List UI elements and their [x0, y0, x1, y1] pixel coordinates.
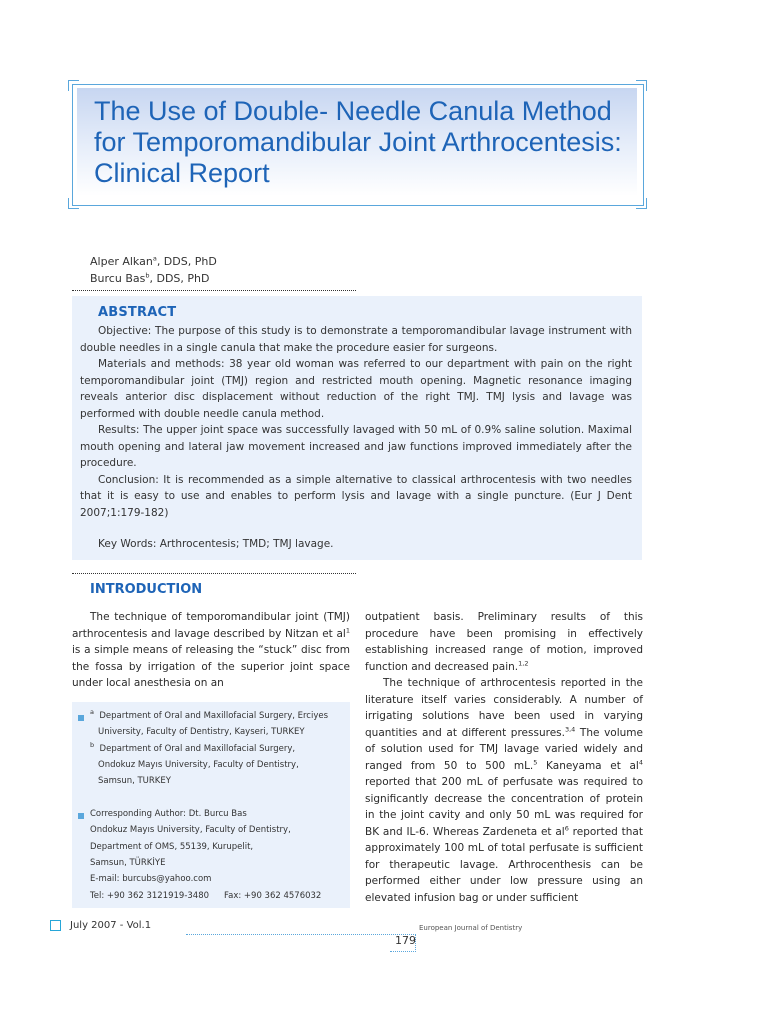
intro-paragraph: outpatient basis. Preliminary results of this procedure have been promising in effectively establishing increased range of motion, improved function and decreased pain.$^{1,2}$	[365, 611, 643, 673]
intro-paragraph: The technique of arthrocentesis reported in the literature itself varies considerably. A number of irrigating solutions have been used in varying quantities and at different pressures.$^{3,4}$ The volume of solution used for TMJ lavage varied widely and ranged from 50 to 500 mL.$^5$ Kaneyama et $al^4$ reported that 200 mL of perfusate was required to significantly decrease the concentration of protein in the joint cavity and only 50 mL was required for BK and IL-6. Whereas Zardeneta et $al^6$ reported that approximately 100 mL of total perfusate is sufficient for therapeutic lavage. Arthrocenthesis can be performed either under low pressure using an elevated infusion bag or under sufficient	[365, 677, 643, 904]
divider	[72, 290, 356, 291]
author-line	[90, 253, 217, 270]
footer-divider	[186, 934, 416, 935]
journal-name: European Journal of Dentistry	[419, 924, 523, 932]
author-list	[90, 253, 217, 287]
corresponding-author: Corresponding Author: Dt. Burcu Bas	[90, 809, 247, 819]
abstract-body	[80, 323, 632, 521]
abstract-conclusion: Conclusion: It is recommended as a simple alternative to classical arthrocentesis with two needles that it is easy to use and enables to perform lysis and lavage with a single puncture. (Eur J Dent 2007;1:179-182)	[80, 473, 632, 519]
footer-divider	[390, 951, 416, 952]
corresponding-fax: Fax: +90 362 4576032	[224, 891, 322, 901]
author-name: Alper Alkan	[90, 255, 153, 268]
corresponding-tel: Tel: +90 362 3121919-3480	[90, 891, 210, 901]
author-degree: , DDS, PhD	[149, 272, 210, 285]
author-affiliation-mark: b	[145, 271, 150, 280]
intro-paragraph: The technique of temporomandibular joint (TMJ) arthrocentesis and lavage described by Nitzan et $al^1$ is a simple means of releasing the “stuck” disc from the fossa by irrigation of the superior joint space under local anesthesia on an	[72, 611, 350, 689]
affiliation-b-line: Ondokuz Mayıs University, Faculty of Dentistry,	[98, 760, 299, 770]
frame-corner	[68, 198, 79, 209]
author-degree: , DDS, PhD	[156, 255, 217, 268]
frame-corner	[636, 198, 647, 209]
introduction-heading: INTRODUCTION	[90, 582, 203, 597]
square-bullet-icon	[78, 715, 84, 721]
keywords: Key Words: Arthrocentesis; TMD; TMJ lavage.	[98, 538, 334, 550]
issue-label: July 2007 - Vol.1	[70, 920, 152, 931]
author-name: Burcu Bas	[90, 272, 146, 285]
corresponding-address: Ondokuz Mayıs University, Faculty of Dentistry,	[90, 825, 291, 835]
square-bullet-icon	[78, 813, 84, 819]
abstract-objective: Objective: The purpose of this study is to demonstrate a temporomandibular lavage instrument with double needles in a single canula that make the procedure easier for surgeons.	[80, 325, 632, 354]
abstract-heading: ABSTRACT	[98, 305, 177, 320]
author-line	[90, 270, 217, 287]
corresponding-email: E-mail: burcubs@yahoo.com	[90, 874, 212, 884]
left-column	[72, 609, 350, 692]
affiliation-b: $^b$ Department of Oral and Maxillofacial Surgery,	[90, 741, 296, 754]
article-title: The Use of Double- Needle Canula Method for Temporomandibular Joint Arthrocentesis: Clinical Report	[94, 96, 622, 188]
right-column	[365, 609, 643, 906]
square-outline-icon	[50, 920, 61, 931]
corresponding-address: Samsun, TÜRKİYE	[90, 858, 166, 868]
abstract-results: Results: The upper joint space was successfully lavaged with 50 mL of 0.9% saline solution. Maximal mouth opening and lateral jaw movement increased and jaw functions improved immediately after the procedure.	[80, 424, 632, 469]
affiliation-a: $^a$ Department of Oral and Maxillofacial Surgery, Erciyes	[90, 708, 329, 721]
divider	[72, 573, 356, 574]
affiliation-b-line: Samsun, TURKEY	[98, 776, 171, 786]
abstract-methods: Materials and methods: 38 year old woman was referred to our department with pain on the right temporomandibular joint (TMJ) region and restricted mouth opening. Magnetic resonance imaging reveals anterior disc displacement without reduction of the right TMJ. TMJ lysis and lavage was performed with double needle canula method.	[80, 358, 632, 420]
page-number: 179	[395, 934, 416, 947]
frame-corner	[68, 80, 79, 91]
frame-corner	[636, 80, 647, 91]
affiliation-a-line: University, Faculty of Dentistry, Kayseri, TURKEY	[98, 727, 305, 737]
author-affiliation-mark: a	[152, 254, 157, 263]
corresponding-address: Department of OMS, 55139, Kurupelit,	[90, 842, 254, 852]
